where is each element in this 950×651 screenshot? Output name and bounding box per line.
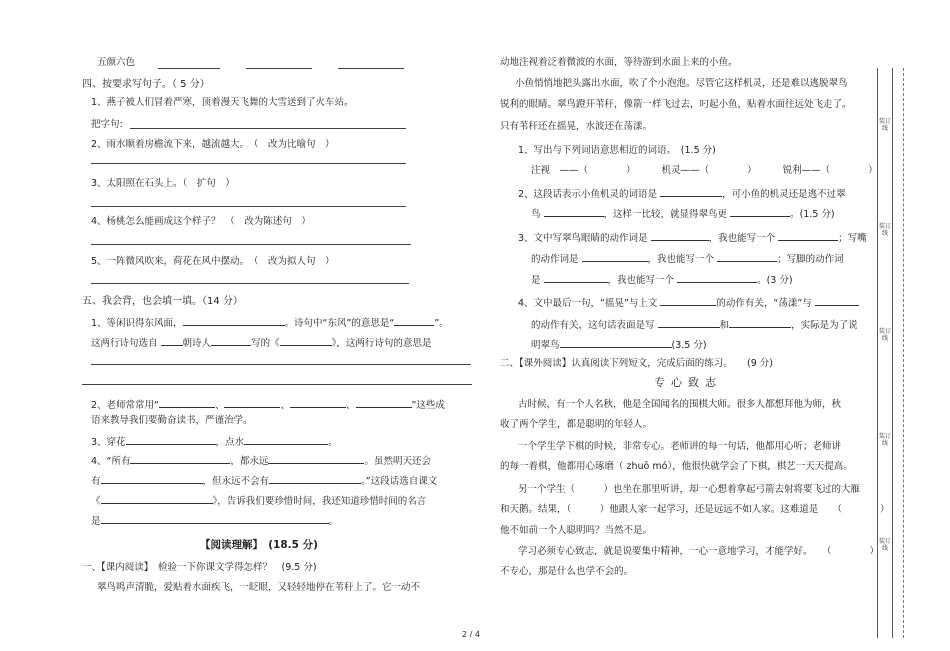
answer-blank[interactable] <box>544 273 608 283</box>
passage-line: 锐利的眼睛。翠鸟蹬开苇秆，像箭一样飞过去，叼起小鱼，贴着水面往远处飞走了。 <box>500 99 852 110</box>
text: 有 <box>91 476 101 487</box>
story-line: 收了两个学生，都是聪明的年轻人。 <box>500 419 653 430</box>
text: 鸟 <box>531 209 541 220</box>
answer-blank[interactable] <box>660 187 722 197</box>
answer-line[interactable] <box>91 283 409 284</box>
answer-blank[interactable] <box>158 68 220 69</box>
answer-line[interactable] <box>91 244 411 245</box>
text: 。 <box>328 437 338 448</box>
s5-question-4-cont3 <box>91 514 338 528</box>
answer-blank[interactable] <box>130 454 230 464</box>
answer-blank[interactable] <box>544 207 604 217</box>
synonym-jiling: 机灵——（ ） <box>661 165 757 176</box>
s5-question-3 <box>91 435 338 449</box>
answer-blank[interactable] <box>211 336 251 346</box>
s5-question-4-cont2: 《 》，告诉我们要珍惜时间，我还知道珍惜时间的名言 <box>91 496 427 507</box>
r-question-2-cont <box>531 207 835 221</box>
text: ，都永远 <box>230 456 269 467</box>
answer-line[interactable] <box>91 206 406 207</box>
story-line: 学习必须专心致志，就是说要集中精神，一心一意地学习，才能学好。 （ ） <box>518 546 880 557</box>
story-line: 和天鹅。结果，（ ）他跟人家一起学习，还是远远不如人家。这难道是 （ ） <box>500 504 890 515</box>
story-line: 另一个学生（ ）也坐在那里听讲，却一心想着拿起弓箭去射将要飞过的大雁 <box>518 484 861 495</box>
answer-blank[interactable] <box>269 474 361 484</box>
text: ，可小鱼的机灵还是逃不过翠 <box>722 189 846 200</box>
text: 的动作有关，“荡漾”与 <box>716 298 812 309</box>
answer-blank[interactable] <box>101 474 203 484</box>
binding-label: 装订线 <box>879 328 892 342</box>
binding-strip <box>877 68 893 638</box>
binding-label: 装订线 <box>879 433 892 447</box>
page-number: 2 / 4 <box>462 630 480 639</box>
s5-question-4-cont <box>91 474 437 488</box>
answer-blank[interactable] <box>815 296 859 306</box>
text: 。虽然明天还会 <box>364 456 431 467</box>
s5-question-2-cont: 语来教导我们要勤奋读书，严谨治学。 <box>91 415 253 426</box>
r-question-4 <box>518 296 859 310</box>
r-question-4-cont <box>531 318 858 332</box>
passage-line: 只有苇秆还在摇晃，水波还在荡漾。 <box>500 121 653 132</box>
answer-blank[interactable] <box>730 207 790 217</box>
reading-2-title: 二、【课外阅读】认真阅读下列短文，完成后面的练习。 (9 分) <box>500 358 773 369</box>
answer-line[interactable] <box>91 364 471 365</box>
answer-blank[interactable] <box>560 338 672 348</box>
text: 。(1.5 分) <box>790 209 835 220</box>
story-line: 的每一着棋，他都用心琢磨（ zhuō mó），他很快就学会了下棋，棋艺一天天提高。 <box>500 461 853 472</box>
text: ，点水 <box>215 437 245 448</box>
answer-blank[interactable] <box>244 435 328 445</box>
story-line: 他不如前一个人聪明吗？当然不是。 <box>500 525 653 536</box>
answer-line[interactable] <box>130 128 406 129</box>
answer-line[interactable] <box>91 163 406 164</box>
passage-line: 动地注视着泛着微波的水面，等待游到水面上来的小鱼。 <box>500 57 738 68</box>
text: 2、老师常常用“ <box>91 400 159 411</box>
text: 写的 <box>251 338 271 349</box>
story-title: 专心致志 <box>654 376 722 389</box>
answer-blank[interactable] <box>651 231 709 241</box>
s5-question-2: 2、老师常常用“ 、 、 、 ”这些成 <box>91 400 445 411</box>
text: ，告诉我们要珍惜时间，我还知道珍惜时间的名言 <box>217 496 427 507</box>
binding-label: 装订线 <box>879 223 892 237</box>
text: ，这两行诗句的意思是 <box>336 338 432 349</box>
answer-blank[interactable] <box>101 494 213 504</box>
text: ；写脚的动作词 <box>777 254 844 265</box>
section-4-title: 四、按要求写句子。（ 5 分） <box>82 79 210 90</box>
binding-label: 装订线 <box>879 538 892 552</box>
answer-blank[interactable] <box>582 252 648 262</box>
text: 。诗句中“东风”的意思是“ <box>284 318 395 329</box>
r-question-1: 1、写出与下列词语意思相近的词语。 (1.5 分) <box>518 145 716 156</box>
answer-blank[interactable] <box>290 398 346 408</box>
r-question-4-cont2 <box>531 338 707 352</box>
s4-question-4: 4、杨桃怎么能画成这个样子？ （ 改为陈述句 ） <box>91 216 311 227</box>
answer-blank[interactable] <box>161 336 183 346</box>
synonym-row <box>531 165 878 177</box>
answer-blank[interactable] <box>729 318 791 328</box>
section-5-title: 五、我会背，也会填一填。（14 分） <box>82 296 243 307</box>
cut-line <box>903 68 904 638</box>
passage-line: 翠鸟鸣声清脆，爱贴着水面疾飞，一眨眼，又轻轻地停在苇秆上了。它一动不 <box>97 582 421 593</box>
s5-question-4 <box>91 454 431 468</box>
text: 明翠鸟 <box>531 340 560 351</box>
text: 1、等闲识得东风面， <box>91 318 183 329</box>
s4-question-5: 5、一阵微风吹来，荷花在风中摆动。 （ 改为拟人句 ） <box>91 256 335 267</box>
text: 4、“所有 <box>91 456 131 467</box>
s4-q1-label: 把字句: <box>91 119 123 130</box>
answer-line[interactable] <box>82 384 472 385</box>
story-line: 不专心，那是什么也学不会的。 <box>500 566 634 577</box>
text: (3.5 分) <box>671 340 707 351</box>
text: ，这样一比较，就显得翠鸟更 <box>603 209 728 220</box>
text: ，我也能写一个 <box>647 254 715 265</box>
text: 3、穿花 <box>91 437 126 448</box>
text: 是 <box>91 516 101 527</box>
s4-question-1: 1、燕子被人们冒着严寒，顶着漫天飞舞的大雪送到了火车站。 <box>91 97 354 108</box>
passage-line: 小鱼悄悄地把头露出水面，吹了个小泡泡。尽管它这样机灵，还是难以逃脱翠鸟 <box>515 78 848 89</box>
answer-blank[interactable] <box>658 318 720 328</box>
r-question-3-cont2 <box>531 273 793 287</box>
answer-blank[interactable] <box>394 316 434 326</box>
line-colors <box>97 57 135 69</box>
reading-1-title: 一、【课内阅读】 检验一下你课文学得怎样？ (9.5 分) <box>82 562 317 573</box>
text: ，我也能写一个 <box>708 233 776 244</box>
story-line: 古时候，有一个人名秋，他是全国闻名的围棋大师。很多人都想拜他为师，秋 <box>518 399 842 410</box>
text: 这两行诗句选自 <box>91 338 158 349</box>
text: ；写嘴 <box>838 233 867 244</box>
story-line: 一个学生学下棋的时候，非常专心。老师讲的每一句话，他都用心听；老师讲 <box>518 441 842 452</box>
text: 朝诗人 <box>182 338 212 349</box>
text: 和 <box>719 320 730 331</box>
text: ，但永远不会有 <box>202 476 270 487</box>
text: 3、文中写翠鸟眼睛的动作词是 <box>518 233 648 244</box>
text: 的动作有关，这句话表面是写 <box>531 320 655 331</box>
text: 的动作词是 <box>531 254 579 265</box>
text: 4、文中最后一句，“摇晃”与上文 <box>518 298 658 309</box>
r-question-3 <box>518 231 867 245</box>
answer-blank[interactable] <box>677 273 757 283</box>
s5-question-1 <box>91 316 449 330</box>
text: 是 <box>531 275 541 286</box>
s4-question-3: 3、太阳照在石头上。（ 扩句 ） <box>91 178 235 189</box>
answer-blank[interactable] <box>224 398 280 408</box>
r-question-3-cont <box>531 252 844 266</box>
answer-blank[interactable] <box>280 336 332 346</box>
answer-blank[interactable] <box>660 296 716 306</box>
text: 。 <box>328 516 339 527</box>
reading-section-title: 【阅读理解】 (18.5 分) <box>200 539 318 551</box>
answer-blank[interactable] <box>778 231 838 241</box>
text: ，实际是为了说 <box>791 320 858 331</box>
s4-question-2: 2、雨水顺着房檐流下来，越流越大。 （ 改为比喻句 ） <box>91 139 335 150</box>
answer-blank[interactable] <box>159 398 215 408</box>
answer-blank[interactable] <box>356 398 412 408</box>
text: 。”这段话选自课文 <box>361 476 438 487</box>
text: ，我也能写一个 <box>607 275 675 286</box>
answer-blank[interactable] <box>183 316 285 326</box>
answer-blank[interactable] <box>338 68 404 69</box>
answer-blank[interactable] <box>101 514 329 524</box>
binding-label: 装订线 <box>879 118 892 132</box>
word-wuyanliuse: 五颜六色 <box>97 57 136 68</box>
s5-question-1-cont: 这两行诗句选自 朝诗人 写的《 》，这两行诗句的意思是 <box>91 338 432 349</box>
answer-blank[interactable] <box>126 435 216 445</box>
answer-blank[interactable] <box>246 68 312 69</box>
answer-blank[interactable] <box>268 454 364 464</box>
text: ”。 <box>434 318 449 329</box>
text: ”这些成 <box>411 400 445 411</box>
text: 。(3 分) <box>757 275 793 286</box>
synonym-ruili: 锐利——（ ） <box>782 165 878 176</box>
text: 2、这段话表示小鱼机灵的词语是 <box>518 189 658 200</box>
synonym-zhushi: 注视 ——（ ） <box>531 165 636 176</box>
r-question-2 <box>518 187 846 201</box>
answer-blank[interactable] <box>717 252 777 262</box>
